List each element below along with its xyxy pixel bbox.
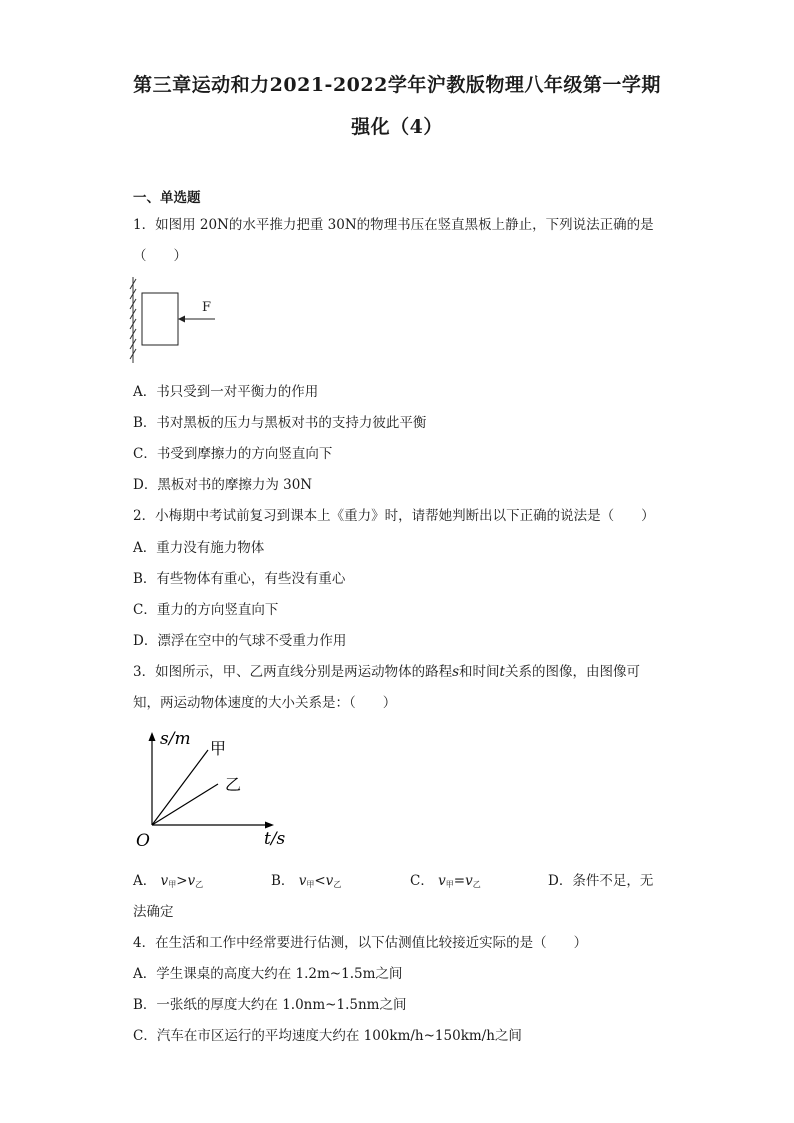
q3-option-a-sub2: 乙 <box>195 880 204 889</box>
q3-option-b-v2: v <box>325 873 334 889</box>
q3-option-c-prefix: C． <box>410 873 434 889</box>
q3-stem-part-c: 关系的图像，由图像可 <box>504 664 640 680</box>
q4-option-c: C．汽车在市区运行的平均速度大约在 100km/h~150km/h之间 <box>133 1028 522 1044</box>
q3-option-a-prefix: A． <box>133 873 157 889</box>
section-heading: 一、单选题 <box>133 190 201 206</box>
book-rect <box>142 293 178 345</box>
q2-option-b: B．有些物体有重心，有些没有重心 <box>133 571 346 587</box>
line-yi <box>152 784 218 825</box>
q2-option-d: D．漂浮在空中的气球不受重力作用 <box>133 633 347 649</box>
line-jia <box>152 750 208 825</box>
q3-option-b-prefix: B． <box>271 873 295 889</box>
origin-label: O <box>136 831 150 851</box>
q3-option-b <box>271 869 341 890</box>
q1-option-b: B．书对黑板的压力与黑板对书的支持力彼此平衡 <box>133 415 427 431</box>
q3-graph-s-t <box>130 722 300 852</box>
q3-var-t: t <box>499 664 505 680</box>
line-yi-label: 乙 <box>225 775 242 794</box>
q1-option-c: C．书受到摩擦力的方向竖直向下 <box>133 446 333 462</box>
y-axis-label: s/m <box>160 729 191 749</box>
force-arrow-head <box>178 316 185 323</box>
q3-option-a <box>133 869 203 890</box>
q3-option-c-sub1: 甲 <box>445 880 454 889</box>
q1-stem-line-2: （ ） <box>133 248 187 264</box>
q3-stem-part-a: 3．如图所示，甲、乙两直线分别是两运动物体的路程 <box>133 664 453 680</box>
x-axis-label: t/s <box>264 829 286 849</box>
q3-option-d-line-1: D．条件不足，无 <box>548 873 654 889</box>
q3-option-a-op: > <box>176 873 188 889</box>
title-line-2: 强化（4） <box>351 116 443 138</box>
q3-var-s: s <box>452 664 460 680</box>
q3-option-d-line-2: 法确定 <box>133 904 174 920</box>
q3-stem-line-1 <box>133 660 640 680</box>
q3-option-a-v2: v <box>187 873 196 889</box>
q3-option-b-sub2: 乙 <box>333 880 342 889</box>
q1-figure-book-on-board <box>125 275 225 365</box>
q4-option-b: B．一张纸的厚度大约在 1.0nm~1.5nm之间 <box>133 997 407 1013</box>
q2-option-c: C．重力的方向竖直向下 <box>133 602 279 618</box>
q1-stem-line-1: 1．如图用 20N的水平推力把重 30N的物理书压在竖直黑板上静止，下列说法正确的是 <box>133 217 654 233</box>
q2-option-a: A．重力没有施力物体 <box>133 540 265 556</box>
q3-option-a-sub1: 甲 <box>168 880 177 889</box>
q2-stem: 2．小梅期中考试前复习到课本上《重力》时，请帮她判断出以下正确的说法是（ ） <box>133 508 655 524</box>
q3-option-b-sub1: 甲 <box>306 880 315 889</box>
q3-option-c-sub2: 乙 <box>472 880 481 889</box>
q3-option-c-v2: v <box>465 873 473 889</box>
q3-option-c-op: = <box>453 873 466 889</box>
x-axis-arrow <box>265 822 274 829</box>
force-label: F <box>202 300 212 315</box>
q3-stem-part-b: 和时间 <box>459 664 500 680</box>
q3-stem-line-2: 知，两运动物体速度的大小关系是：（ ） <box>133 695 397 711</box>
q1-option-a: A．书只受到一对平衡力的作用 <box>133 384 319 400</box>
q4-stem: 4．在生活和工作中经常要进行估测，以下估测值比较接近实际的是（ ） <box>133 935 588 951</box>
q1-option-d: D．黑板对书的摩擦力为 30N <box>133 477 313 493</box>
y-axis-arrow <box>149 732 156 741</box>
line-jia-label: 甲 <box>210 739 227 758</box>
q3-option-b-op: < <box>314 873 326 889</box>
q3-option-b-v: v <box>298 873 307 889</box>
q3-option-c <box>410 869 481 890</box>
blackboard-hatching <box>130 277 136 363</box>
title-line-1: 第三章运动和力2021-2022学年沪教版物理八年级第一学期 <box>133 74 661 96</box>
q4-option-a: A．学生课桌的高度大约在 1.2m~1.5m之间 <box>133 966 403 982</box>
q3-option-c-v: v <box>438 873 446 889</box>
q3-option-a-v: v <box>160 873 169 889</box>
q3-options-row <box>0 869 794 889</box>
